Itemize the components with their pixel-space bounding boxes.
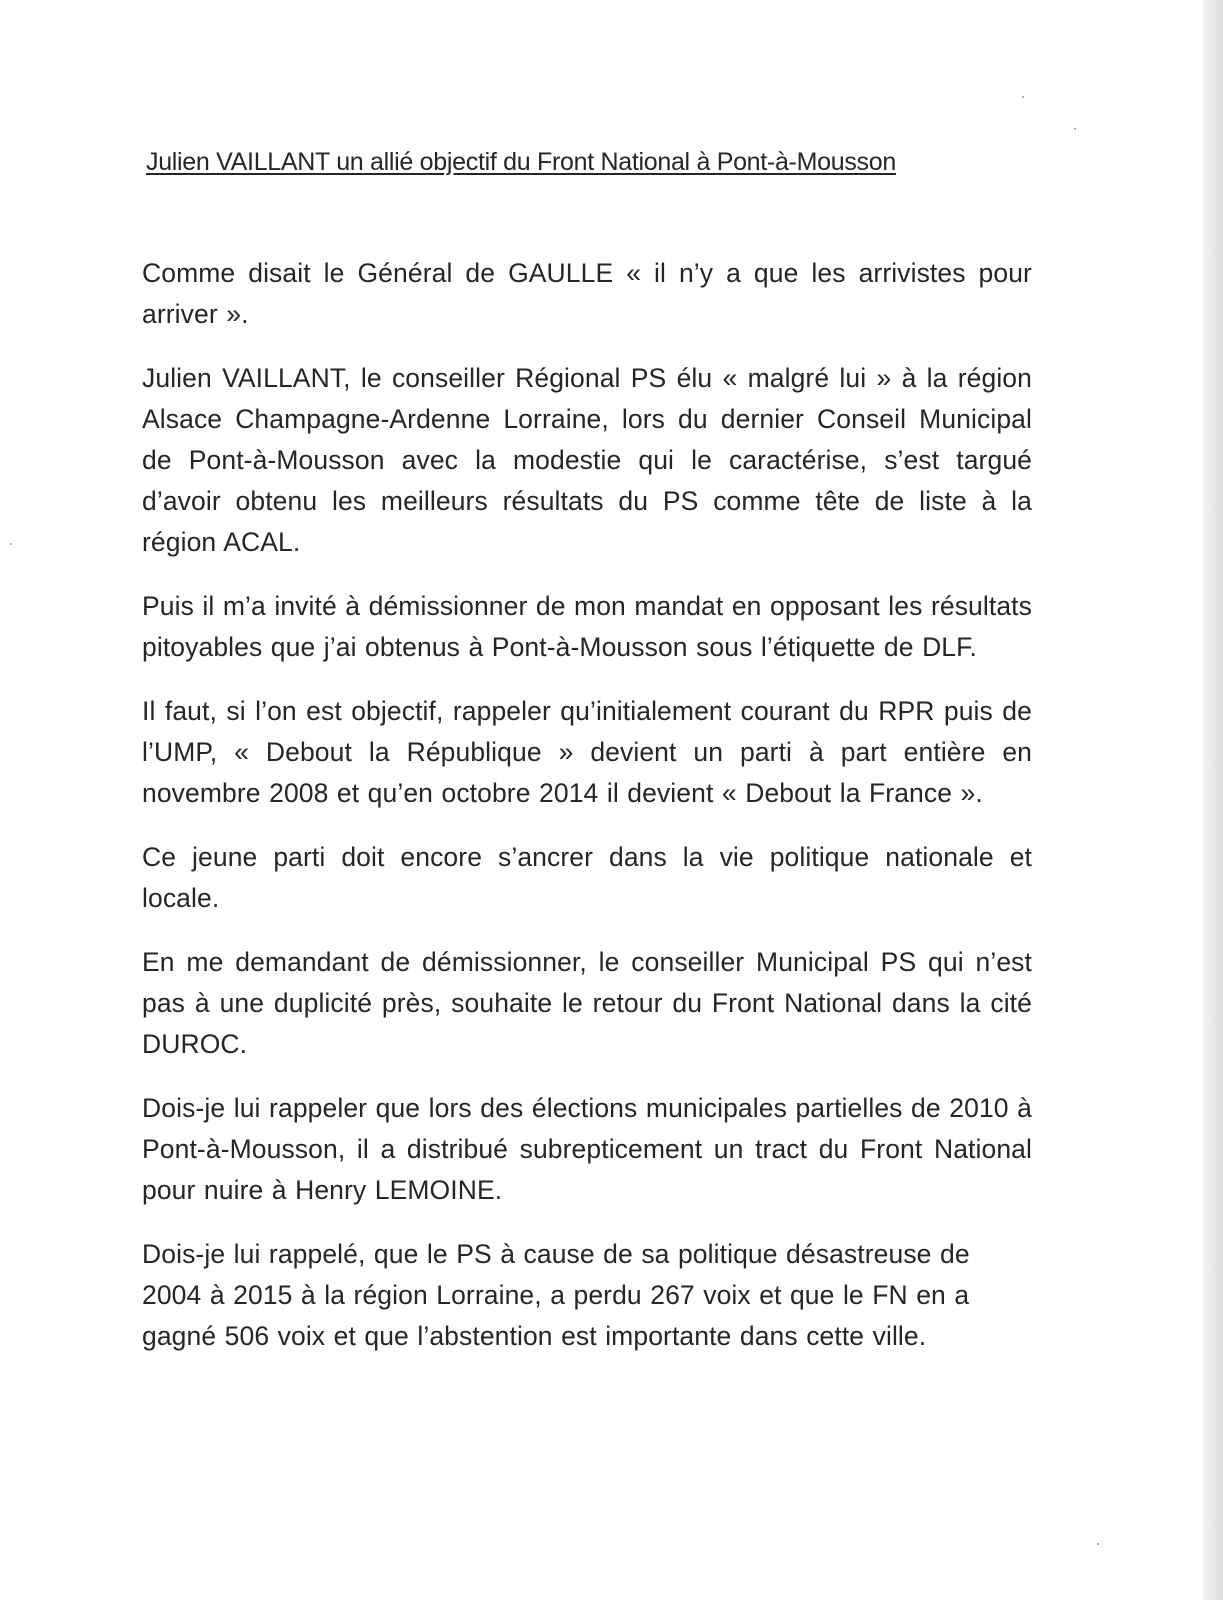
paragraph-6: En me demandant de démissionner, le conseiller Municipal PS qui n’est pas à une duplicité près, souhaite le retour du Front National dans la cité DUROC. (142, 947, 1032, 1059)
paragraph-2: Julien VAILLANT, le conseiller Régional PS élu « malgré lui » à la région Alsace Champagne-Ardenne Lorraine, lors du dernier Conseil Municipal de Pont-à-Mousson avec la modestie qui le caractérise, s’est targué d’avoir obtenu les meilleurs résultats du PS comme tête de liste à la région ACAL. (142, 363, 1032, 557)
paragraph-7: Dois-je lui rappeler que lors des élections municipales partielles de 2010 à Pont-à-Mousson, il a distribué subrepticement un tract du Front National pour nuire à Henry LEMOINE. (142, 1093, 1032, 1205)
document-title: Julien VAILLANT un allié objectif du Front National à Pont-à-Mousson (146, 148, 896, 176)
paragraph-3: Puis il m’a invité à démissionner de mon mandat en opposant les résultats pitoyables que j’ai obtenus à Pont-à-Mousson sous l’étiquette de DLF. (142, 591, 1032, 662)
paragraph-4: Il faut, si l’on est objectif, rappeler qu’initialement courant du RPR puis de l’UMP, « Debout la République » devient un parti à part entière en novembre 2008 et qu’en octobre 2014 il devient « Debout la France ». (142, 696, 1032, 808)
paragraph-1: Comme disait le Général de GAULLE « il n’y a que les arrivistes pour arriver ». (142, 258, 1032, 329)
scan-speck (10, 543, 12, 545)
document-body (142, 253, 1032, 1380)
paragraph-8: Dois-je lui rappelé, que le PS à cause de sa politique désastreuse de 2004 à 2015 à la région Lorraine, a perdu 267 voix et que le FN en a gagné 506 voix et que l’abstention est importante dans cette ville. (142, 1239, 970, 1351)
scan-speck (1074, 128, 1076, 130)
paragraph-5: Ce jeune parti doit encore s’ancrer dans la vie politique nationale et locale. (142, 842, 1032, 913)
scan-speck (1022, 96, 1024, 98)
page-edge-shadow (1203, 0, 1223, 1600)
scan-speck (1097, 1543, 1099, 1545)
